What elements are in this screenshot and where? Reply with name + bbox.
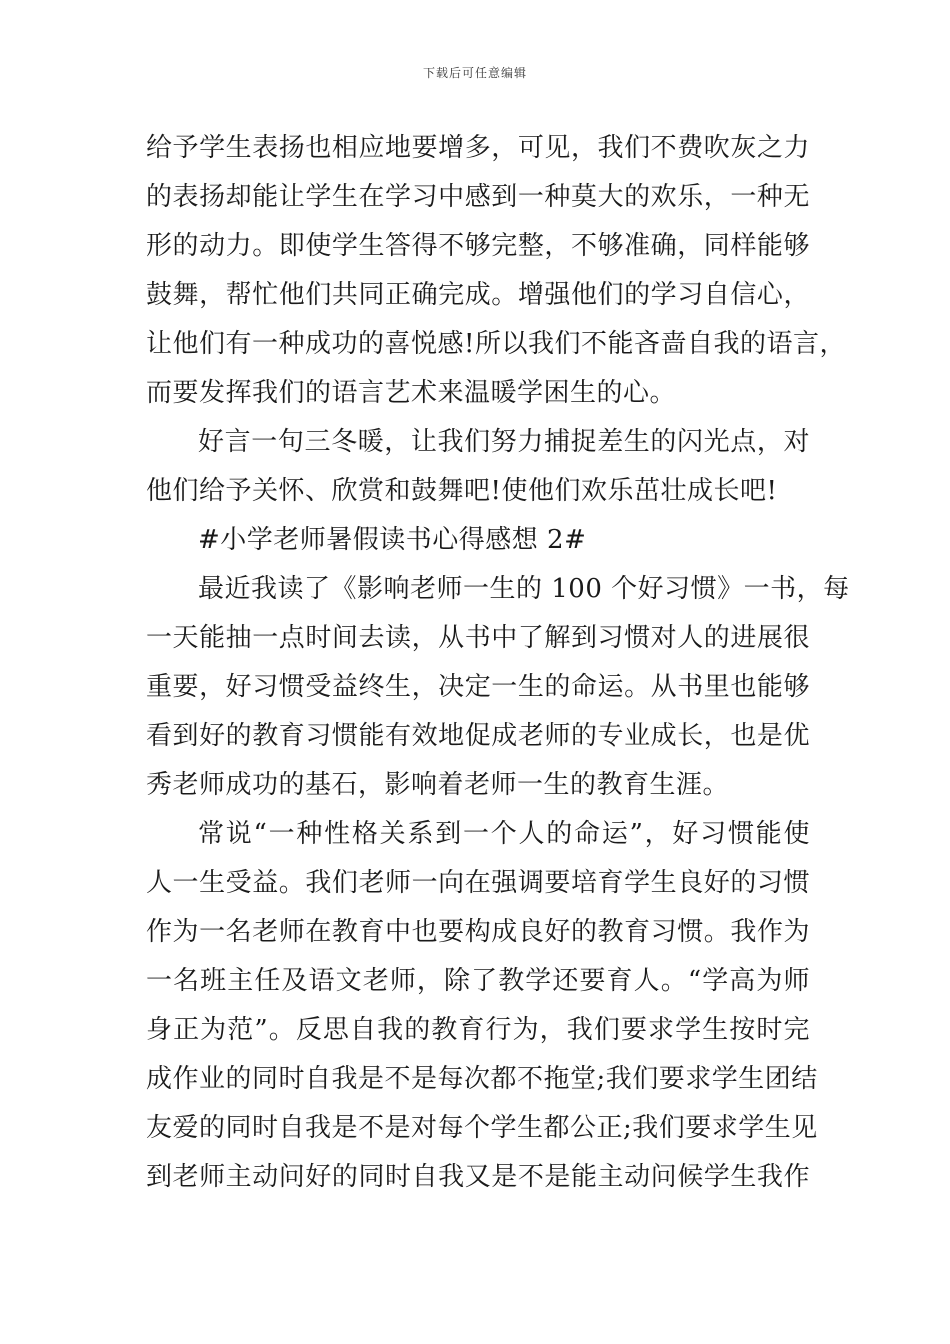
text-line: 作为一名老师在教育中也要构成良好的教育习惯。我作为 — [146, 917, 810, 947]
text-line: 形的动力。即使学生答得不够完整，不够准确，同样能够 — [146, 231, 810, 261]
text-line: 身正为范”。反思自我的教育行为，我们要求学生按时完 — [146, 1015, 810, 1045]
section-heading-text: #小学老师暑假读书心得感想 2# — [198, 525, 587, 555]
text-line: 的表扬却能让学生在学习中感到一种莫大的欢乐，一种无 — [146, 182, 810, 212]
text-line: 给予学生表扬也相应地要增多，可见，我们不费吹灰之力 — [146, 133, 810, 163]
text-line: 最近我读了《影响老师一生的 100 个好习惯》一书，每 — [198, 574, 850, 604]
paragraph — [146, 124, 846, 418]
text-line: 看到好的教育习惯能有效地促成老师的专业成长，也是优 — [146, 721, 810, 751]
paragraph — [146, 810, 818, 1202]
paragraph — [146, 418, 810, 516]
text-line: 一名班主任及语文老师，除了教学还要育人。“学高为师 — [146, 966, 810, 996]
paragraph — [146, 565, 850, 810]
text-line: 他们给予关怀、欣赏和鼓舞吧!使他们欢乐茁壮成长吧! — [146, 476, 778, 506]
text-line: 好言一句三冬暖，让我们努力捕捉差生的闪光点，对 — [198, 427, 810, 457]
text-line: 而要发挥我们的语言艺术来温暖学困生的心。 — [146, 378, 677, 408]
text-line: 让他们有一种成功的喜悦感!所以我们不能吝啬自我的语言， — [146, 329, 846, 359]
section-heading — [146, 516, 810, 565]
text-line: 到老师主动问好的同时自我又是不是能主动问候学生我作 — [146, 1162, 810, 1192]
text-line: 一天能抽一点时间去读，从书中了解到习惯对人的进展很 — [146, 623, 810, 653]
page-header: 下载后可任意编辑 — [422, 66, 527, 80]
text-line: 重要，好习惯受益终生，决定一生的命运。从书里也能够 — [146, 672, 810, 702]
text-line: 成作业的同时自我是不是每次都不拖堂;我们要求学生团结 — [146, 1064, 818, 1094]
text-line: 秀老师成功的基石，影响着老师一生的教育生涯。 — [146, 770, 730, 800]
text-line: 常说“一种性格关系到一个人的命运”，好习惯能使 — [198, 819, 810, 849]
text-line: 鼓舞，帮忙他们共同正确完成。增强他们的学习自信心， — [146, 280, 810, 310]
text-line: 友爱的同时自我是不是对每个学生都公正;我们要求学生见 — [146, 1113, 818, 1143]
document-body — [146, 124, 850, 1202]
text-line: 人一生受益。我们老师一向在强调要培育学生良好的习惯 — [146, 868, 810, 898]
